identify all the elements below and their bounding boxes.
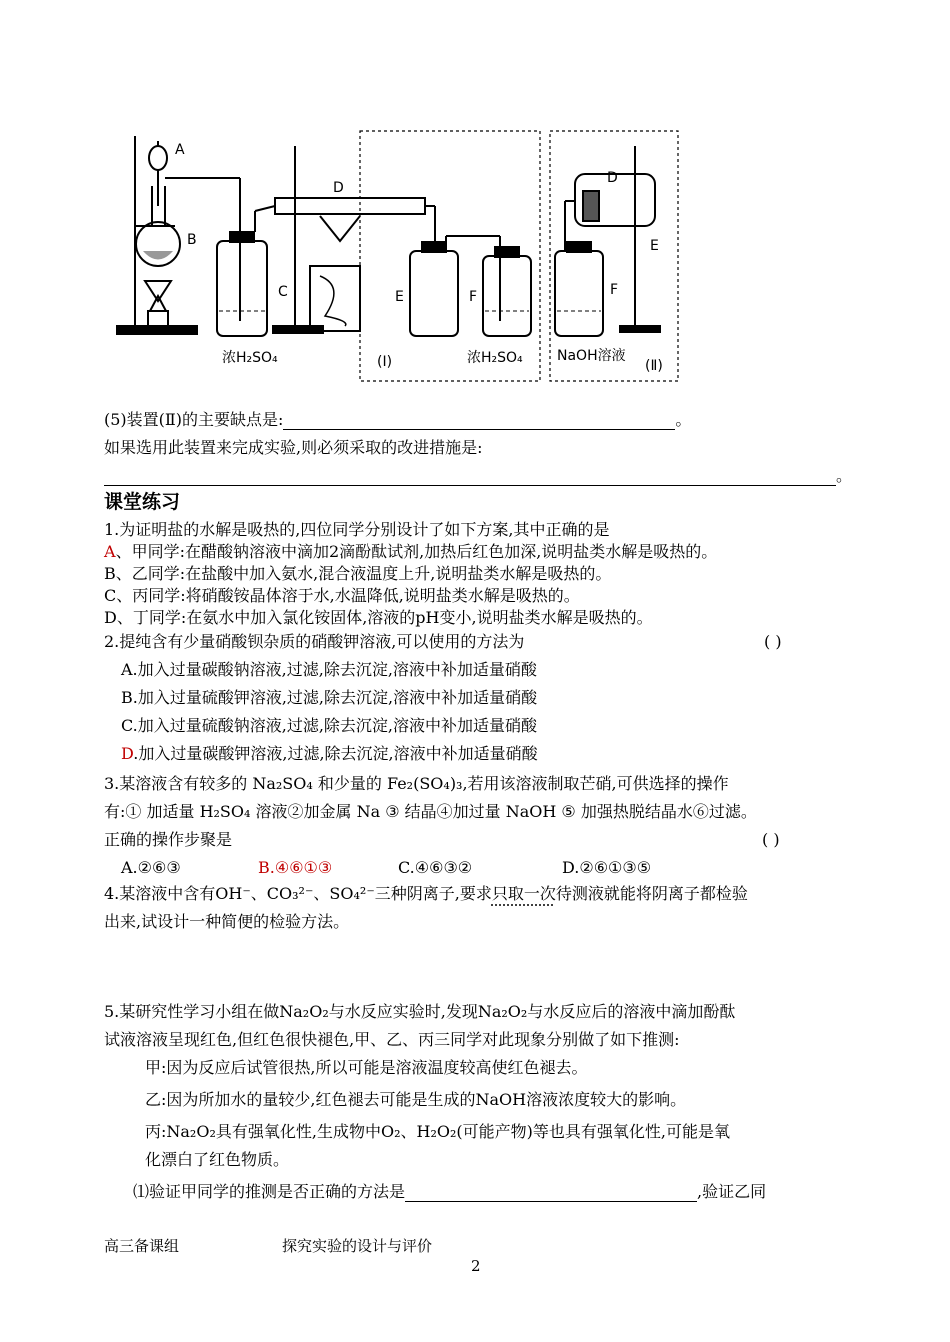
p5-hypothesis-jia: 甲:因为反应后试管很热,所以可能是溶液温度较高使红色褪去。 (145, 1058, 588, 1077)
answer-blank[interactable] (405, 1201, 697, 1202)
q5-line1: (5)装置(Ⅱ)的主要缺点是: 。 (104, 410, 692, 429)
page-number: 2 (471, 1257, 481, 1275)
p3-line3: 正确的操作步聚是 (104, 830, 233, 849)
label-conc-h2so4-2: 浓H₂SO₄ (467, 350, 523, 366)
svg-text:浓H₂SO₄ (467, 350, 523, 366)
p4-line1: 4.某溶液中含有OH⁻、CO₃²⁻、SO₄²⁻三种阴离子,要求只取一次待测液就能将阴离子都检验 (104, 884, 748, 903)
p4-line2: 出来,试设计一种简便的检验方法。 (104, 912, 350, 931)
p3-option-b: B.④⑥①③ (258, 858, 333, 877)
svg-text:D (333, 180, 344, 196)
label-E2: E (650, 238, 659, 254)
p5-hypothesis-bing: 丙:Na₂O₂具有强氧化性,生成物中O₂、H₂O₂(可能产物)等也具有强氧化性,可能是氧 (145, 1122, 730, 1141)
label-A: A (175, 142, 185, 158)
svg-text:C (278, 284, 288, 300)
label-box1: (Ⅰ) (377, 354, 393, 370)
answer-blank[interactable] (104, 485, 836, 486)
p3-option-a: A.②⑥③ (121, 858, 181, 877)
svg-text:D (607, 170, 618, 186)
p1-option-b: B、乙同学:在盐酸中加入氨水,混合液温度上升,说明盐类水解是吸热的。 (104, 564, 612, 583)
svg-text:B (187, 232, 197, 248)
label-F2: F (610, 282, 619, 298)
p1-option-a: A、甲同学:在醋酸钠溶液中滴加2滴酚酞试剂,加热后红色加深,说明盐类水解是吸热的。 (104, 542, 718, 561)
label-conc-h2so4-1: 浓H₂SO₄ (222, 350, 278, 366)
svg-text:F (469, 289, 477, 305)
answer-blank[interactable] (283, 429, 675, 430)
p1-option-c: C、丙同学:将硝酸铵晶体溶于水,水温降低,说明盐类水解是吸热的。 (104, 586, 580, 605)
label-E1: E (395, 289, 404, 305)
p3-option-d: D.②⑥①③⑤ (562, 858, 652, 877)
section-title: 课堂练习 (104, 491, 181, 513)
p3-answer-paren: ( ) (762, 830, 780, 849)
label-D2: D (607, 170, 618, 186)
footer-center: 探究实验的设计与评价 (282, 1237, 433, 1255)
p5-hypothesis-yi: 乙:因为所加水的量较少,红色褪去可能是生成的NaOH溶液浓度较大的影响。 (145, 1090, 687, 1109)
svg-text:A (175, 142, 185, 158)
apparatus-figure (105, 126, 685, 386)
p2-option-d: D.加入过量碳酸钾溶液,过滤,除去沉淀,溶液中补加适量硝酸 (121, 744, 538, 763)
svg-text:F (610, 282, 618, 298)
q5-line3: 。 (104, 466, 852, 486)
p1-stem: 1.为证明盐的水解是吸热的,四位同学分别设计了如下方案,其中正确的是 (104, 520, 610, 539)
q5-line2: 如果选用此装置来完成实验,则必须采取的改进措施是: (104, 438, 483, 457)
p2-answer-paren: ( ) (764, 632, 782, 651)
p2-stem: 2.提纯含有少量硝酸钡杂质的硝酸钾溶液,可以使用的方法为 (104, 632, 525, 651)
svg-text:浓H₂SO₄ (222, 350, 278, 366)
p2-option-a: A.加入过量碳酸钠溶液,过滤,除去沉淀,溶液中补加适量硝酸 (121, 660, 537, 679)
footer-left: 高三备课组 (104, 1237, 180, 1255)
label-naoh: NaOH溶液 (557, 348, 626, 364)
p5-question1: ⑴验证甲同学的推测是否正确的方法是 ,验证乙同 (133, 1182, 767, 1201)
p5-hypothesis-bing-cont: 化漂白了红色物质。 (145, 1150, 290, 1169)
p3-option-c: C.④⑥③② (398, 858, 473, 877)
svg-text:NaOH溶液 (557, 347, 626, 364)
svg-text:(Ⅰ) (377, 354, 392, 370)
p3-line2: 有:① 加适量 H₂SO₄ 溶液②加金属 Na ③ 结晶④加过量 NaOH ⑤ 加强热脱结晶水⑥过滤。 (104, 802, 757, 821)
svg-text:E (395, 289, 404, 305)
p2-option-c: C.加入过量硫酸钠溶液,过滤,除去沉淀,溶液中补加适量硝酸 (121, 716, 538, 735)
svg-text:(Ⅱ) (645, 358, 663, 374)
label-F1: F (469, 289, 478, 305)
svg-text:E (650, 238, 659, 254)
p2-option-b: B.加入过量硫酸钾溶液,过滤,除去沉淀,溶液中补加适量硝酸 (121, 688, 538, 707)
emphasis-text: 只取一次 (491, 884, 556, 903)
label-B: B (187, 232, 197, 248)
label-C: C (278, 284, 288, 300)
p5-line1: 5.某研究性学习小组在做Na₂O₂与水反应实验时,发现Na₂O₂与水反应后的溶液中滴加酚酞 (104, 1002, 736, 1021)
label-box2: (Ⅱ) (645, 358, 663, 374)
p5-line2: 试液溶液呈现红色,但红色很快褪色,甲、乙、丙三同学对此现象分别做了如下推测: (104, 1030, 680, 1049)
p3-line1: 3.某溶液含有较多的 Na₂SO₄ 和少量的 Fe₂(SO₄)₃,若用该溶液制取芒硝,可供选择的操作 (104, 774, 729, 793)
p1-option-d: D、丁同学:在氨水中加入氯化铵固体,溶液的pH变小,说明盐类水解是吸热的。 (104, 608, 653, 627)
label-D1: D (333, 180, 344, 196)
